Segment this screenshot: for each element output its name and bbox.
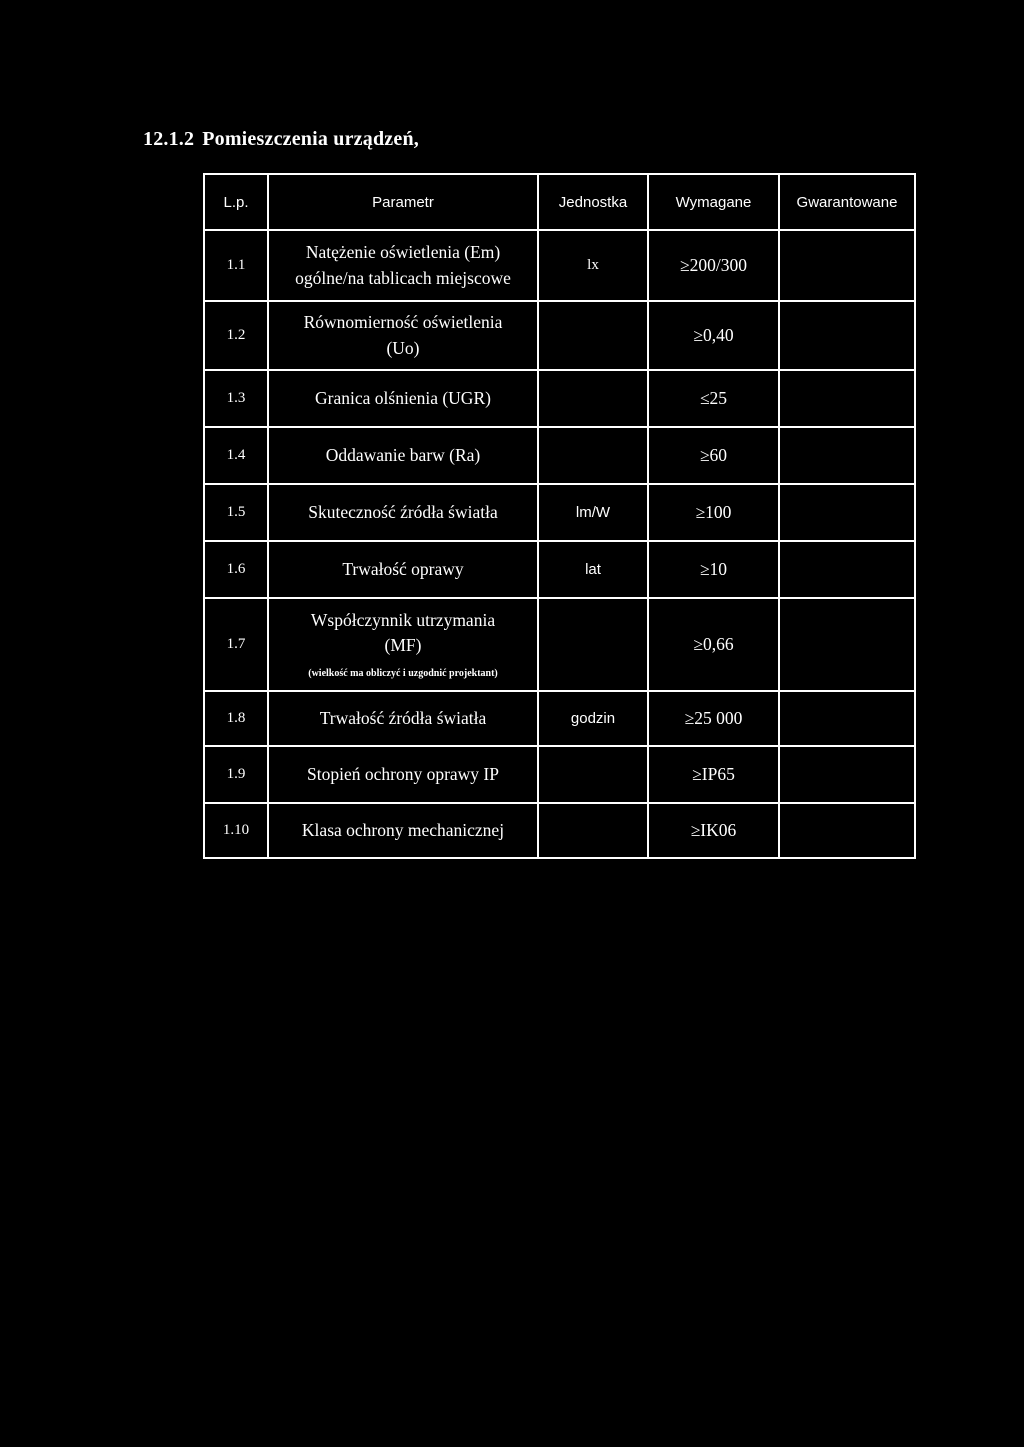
table-row [204, 803, 915, 858]
table-row [204, 427, 915, 484]
cell-required: ≥0,40 [648, 301, 779, 370]
cell-lp: 1.9 [204, 746, 268, 803]
cell-guaranteed [779, 803, 915, 858]
lighting-requirements-table [203, 173, 916, 859]
table-row [204, 301, 915, 370]
param-line: ogólne/na tablicach miejscowe [295, 267, 511, 288]
cell-unit [538, 370, 648, 427]
cell-required: ≥200/300 [648, 230, 779, 301]
table-row [204, 598, 915, 691]
cell-lp: 1.8 [204, 691, 268, 746]
cell-param: Granica olśnienia (UGR) [268, 370, 538, 427]
cell-lp: 1.10 [204, 803, 268, 858]
header-gwarantowane: Gwarantowane [779, 174, 915, 230]
header-jednostka: Jednostka [538, 174, 648, 230]
cell-lp: 1.2 [204, 301, 268, 370]
cell-lp: 1.1 [204, 230, 268, 301]
cell-param [268, 230, 538, 301]
cell-guaranteed [779, 746, 915, 803]
cell-unit [538, 803, 648, 858]
cell-param: Stopień ochrony oprawy IP [268, 746, 538, 803]
section-heading [143, 128, 419, 151]
cell-unit [538, 427, 648, 484]
param-line: Natężenie oświetlenia (Em) [305, 242, 501, 263]
cell-lp: 1.4 [204, 427, 268, 484]
cell-required: ≥0,66 [648, 598, 779, 691]
param-line: Równomierność oświetlenia [303, 312, 503, 333]
cell-guaranteed [779, 370, 915, 427]
cell-unit: lat [538, 541, 648, 598]
table-row [204, 746, 915, 803]
cell-param: Oddawanie barw (Ra) [268, 427, 538, 484]
cell-required: ≥10 [648, 541, 779, 598]
cell-required: ≥60 [648, 427, 779, 484]
cell-param [268, 301, 538, 370]
param-note: (wielkość ma obliczyć i uzgodnić projektant) [308, 667, 498, 679]
header-wymagane: Wymagane [648, 174, 779, 230]
cell-unit [538, 301, 648, 370]
cell-guaranteed [779, 230, 915, 301]
cell-param: Trwałość źródła światła [268, 691, 538, 746]
cell-guaranteed [779, 691, 915, 746]
cell-guaranteed [779, 427, 915, 484]
param-line: (MF) [384, 635, 422, 656]
cell-param [268, 598, 538, 691]
cell-guaranteed [779, 301, 915, 370]
cell-guaranteed [779, 541, 915, 598]
cell-unit [538, 598, 648, 691]
table-row [204, 691, 915, 746]
cell-unit: lx [538, 230, 648, 301]
table-row [204, 484, 915, 541]
cell-param: Klasa ochrony mechanicznej [268, 803, 538, 858]
cell-required: ≥100 [648, 484, 779, 541]
cell-unit [538, 746, 648, 803]
cell-required: ≥IK06 [648, 803, 779, 858]
header-lp: L.p. [204, 174, 268, 230]
cell-required: ≥IP65 [648, 746, 779, 803]
param-line: (Uo) [386, 337, 420, 358]
table-row [204, 541, 915, 598]
cell-lp: 1.3 [204, 370, 268, 427]
table-row [204, 370, 915, 427]
cell-required: ≤25 [648, 370, 779, 427]
section-title: Pomieszczenia urządzeń, [202, 128, 419, 150]
header-parametr: Parametr [268, 174, 538, 230]
cell-lp: 1.7 [204, 598, 268, 691]
cell-guaranteed [779, 484, 915, 541]
cell-unit: godzin [538, 691, 648, 746]
cell-lp: 1.6 [204, 541, 268, 598]
cell-param: Skuteczność źródła światła [268, 484, 538, 541]
cell-param: Trwałość oprawy [268, 541, 538, 598]
cell-unit: lm/W [538, 484, 648, 541]
cell-lp: 1.5 [204, 484, 268, 541]
section-number: 12.1.2 [143, 128, 195, 150]
cell-guaranteed [779, 598, 915, 691]
table-header-row [204, 174, 915, 230]
param-line: Współczynnik utrzymania [310, 609, 496, 630]
cell-required: ≥25 000 [648, 691, 779, 746]
table-row [204, 230, 915, 301]
